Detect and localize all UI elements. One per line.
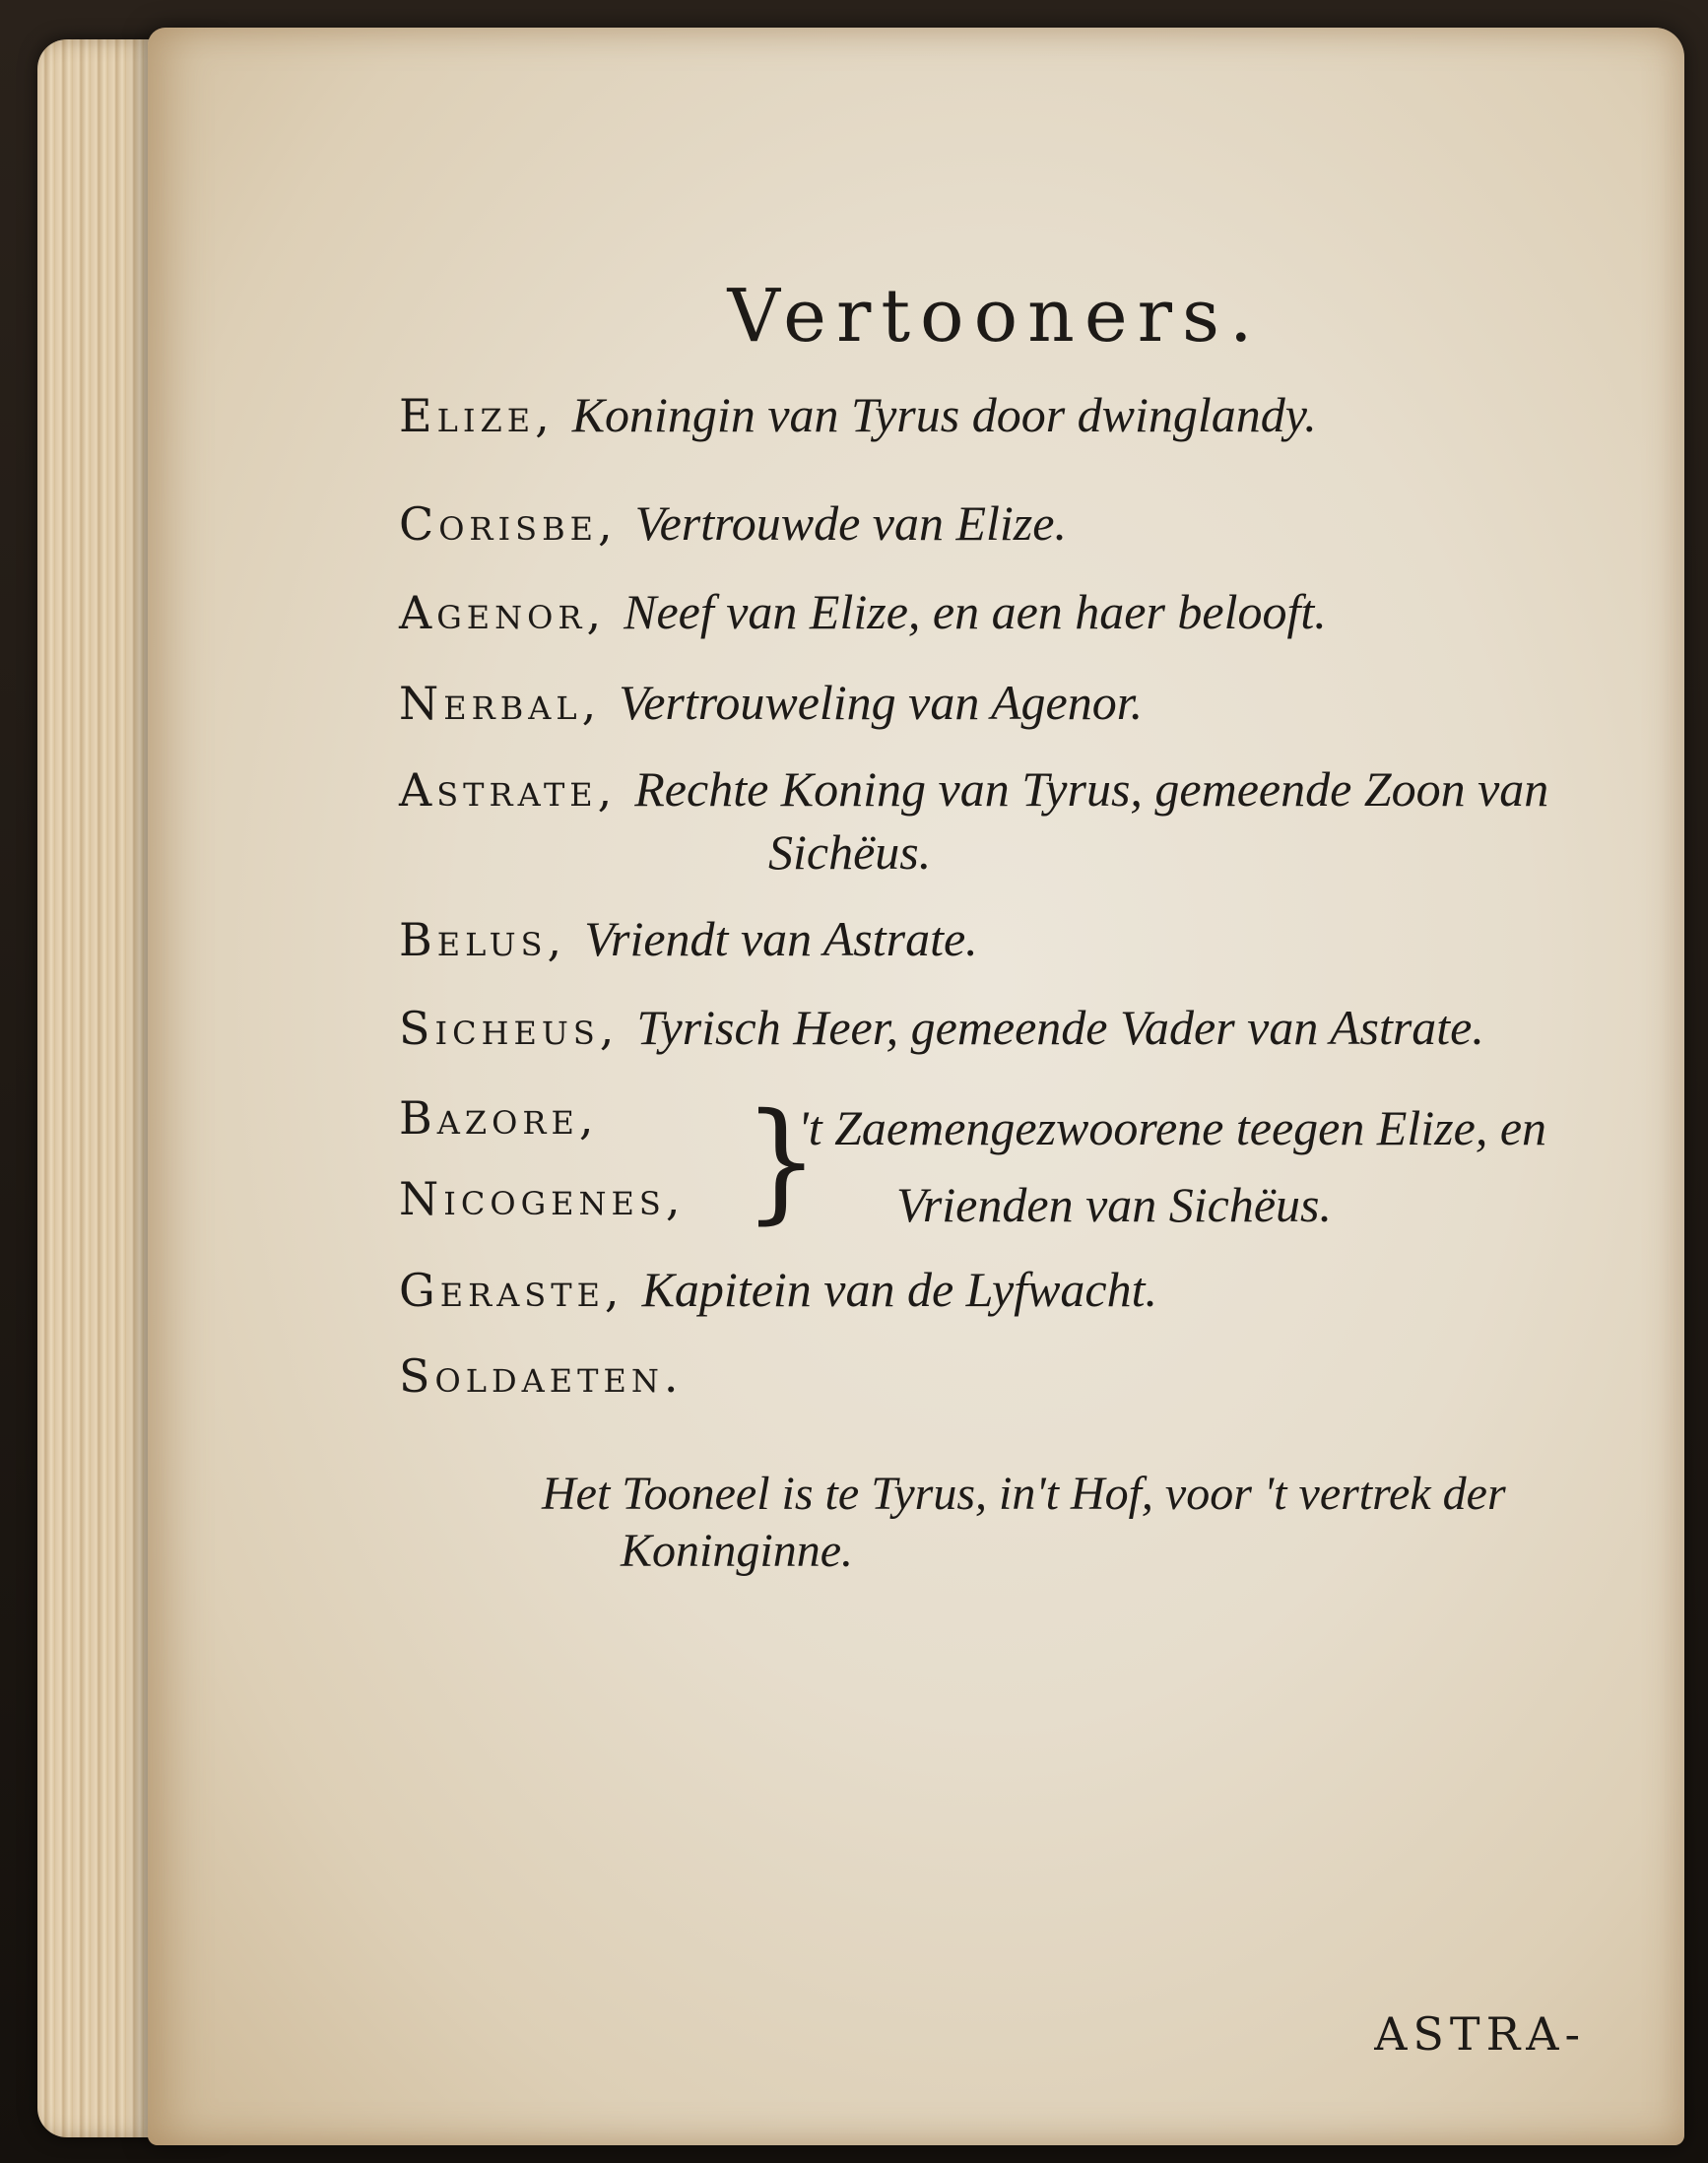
character-line (399, 1349, 684, 1403)
character-description: Vriendt van Astrate. (584, 911, 978, 966)
character-line (399, 584, 1327, 639)
scene-note-line: Koninginne. (621, 1525, 853, 1577)
character-name: Bazore, (399, 1091, 599, 1145)
group-description-line: Vrienden van Sichëus. (896, 1177, 1332, 1232)
character-line (399, 387, 1317, 442)
scene-setting-note (542, 1466, 1506, 1580)
character-description: Tyrisch Heer, gemeende Vader van Astrate. (636, 1000, 1484, 1055)
character-name: Nerbal, (399, 677, 602, 730)
character-name: Astrate, (399, 763, 618, 817)
character-line (399, 1091, 599, 1145)
character-description: Vertrouweling van Agenor. (619, 675, 1144, 730)
character-line (399, 1172, 686, 1225)
character-name: Corisbe, (399, 497, 618, 551)
character-description: Vertrouwde van Elize. (634, 495, 1067, 551)
catchword: ASTRA- (1374, 2007, 1586, 2061)
grouping-brace: } (744, 1086, 820, 1237)
character-line (399, 675, 1144, 730)
book-page (148, 28, 1684, 2145)
character-name: Belus, (399, 913, 567, 966)
character-description: Neef van Elize, en aen haer belooft. (624, 584, 1327, 639)
character-name: Nicogenes, (399, 1172, 686, 1225)
character-description: Kapitein van de Lyfwacht. (641, 1262, 1157, 1317)
group-description-line: 't Zaemengezwoorene teegen Elize, en (798, 1100, 1547, 1155)
character-line (399, 495, 1067, 551)
character-description: Rechte Koning van Tyrus, gemeende Zoon van (634, 761, 1549, 817)
character-line (399, 1000, 1484, 1055)
character-name: Sicheus, (399, 1002, 620, 1055)
character-line (399, 761, 1549, 817)
character-line (399, 911, 978, 966)
character-description: Koningin van Tyrus door dwinglandy. (571, 387, 1317, 442)
character-name: Geraste, (399, 1264, 624, 1317)
character-name: Agenor, (399, 586, 607, 639)
character-name: Soldaeten. (399, 1349, 684, 1403)
page-title: Vertooners. (727, 273, 1263, 359)
character-description-continuation: Sichëus. (768, 824, 932, 880)
character-line (399, 1262, 1157, 1317)
character-name: Elize, (399, 389, 555, 442)
scene-note-line: Het Tooneel is te Tyrus, in't Hof, voor 't vertrek der (542, 1468, 1506, 1520)
